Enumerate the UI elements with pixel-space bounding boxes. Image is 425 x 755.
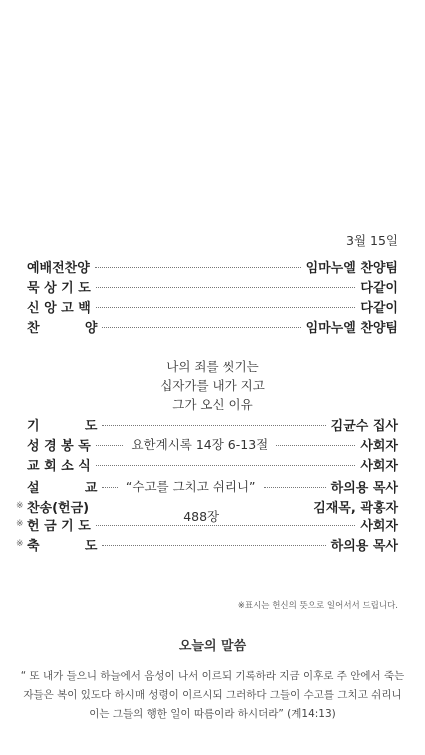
leader-dots [102, 545, 325, 546]
leader-dots [102, 425, 325, 426]
order-item-benediction [16, 535, 398, 554]
scripture-verse: “ 또 내가 들으니 하늘에서 음성이 나서 이르되 기록하라 지금 이후로 주 안에서 죽는 자들은 복이 있도다 하시매 성령이 이르시되 그러하다 그들이 수고를 그치고 쉬리니 이는 그들의 행한 일이 따름이라 하시더라” (계14:13) [20, 670, 405, 720]
date-label: 3월 15일 [346, 233, 398, 248]
leader-dots [276, 445, 355, 446]
stand-mark: ※ [16, 519, 24, 529]
order-item-offering-prayer [16, 515, 398, 534]
leader-dots [96, 307, 356, 308]
order-label: 찬송(헌금) [27, 500, 90, 516]
order-item-creed [27, 297, 398, 315]
order-label: 예배전찬양 [27, 260, 90, 276]
stand-mark: ※ [16, 501, 24, 511]
order-value: 하의용 목사 [330, 538, 398, 554]
order-item-announcements [27, 455, 398, 473]
hymn-line: 그가 오신 이유 [172, 397, 253, 412]
leader-dots [96, 287, 356, 288]
order-label: 신 앙 고 백 [27, 300, 91, 316]
order-value: 하의용 목사 [330, 480, 398, 496]
order-value: 다같이 [360, 280, 398, 296]
leader-dots [95, 267, 301, 268]
order-label: 찬 양 [27, 320, 98, 336]
leader-dots [96, 525, 356, 526]
hymn-number-wrap [89, 497, 313, 524]
order-label: 축 도 [27, 538, 98, 554]
order-value: 임마누엘 찬양팀 [305, 320, 398, 336]
order-item-offering-hymn [16, 497, 398, 524]
order-value: 임마누엘 찬양팀 [305, 260, 398, 276]
order-label: 교 회 소 식 [27, 458, 91, 474]
order-label: 헌 금 기 도 [27, 518, 91, 534]
order-value: 사회자 [360, 438, 398, 454]
order-label: 기 도 [27, 418, 98, 434]
scripture-reference: 요한계시록 14장 6-13절 [128, 435, 271, 453]
order-value: 사회자 [360, 458, 398, 474]
todays-word-title: 오늘의 말씀 [178, 639, 247, 654]
hymn-line: 십자가를 내가 지고 [160, 378, 265, 393]
hymn-number: 488장 [180, 509, 222, 524]
standing-note: ※표시는 헌신의 뜻으로 일어서서 드립니다. [237, 601, 398, 611]
order-value: 김균수 집사 [330, 418, 398, 434]
order-item-hymn [27, 317, 398, 335]
hymn-line: 나의 죄를 씻기는 [166, 359, 259, 374]
order-item-sermon [27, 477, 398, 495]
order-value: 다같이 [360, 300, 398, 316]
order-item-praise [27, 257, 398, 275]
order-value: 사회자 [360, 518, 398, 534]
stand-mark: ※ [16, 539, 24, 549]
leader-dots [264, 487, 326, 488]
sermon-title: “수고를 그치고 쉬리니” [123, 477, 259, 495]
leader-dots [102, 327, 300, 328]
order-item-prayer [27, 415, 398, 433]
order-item-silent-prayer [27, 277, 398, 295]
order-value: 김재목, 곽홍자 [313, 500, 398, 516]
order-label: 설 교 [27, 480, 98, 496]
order-label: 성 경 봉 독 [27, 438, 91, 454]
leader-dots [96, 465, 356, 466]
order-label: 묵 상 기 도 [27, 280, 91, 296]
leader-dots [96, 445, 124, 446]
order-item-scripture [27, 435, 398, 453]
leader-dots [102, 487, 118, 488]
